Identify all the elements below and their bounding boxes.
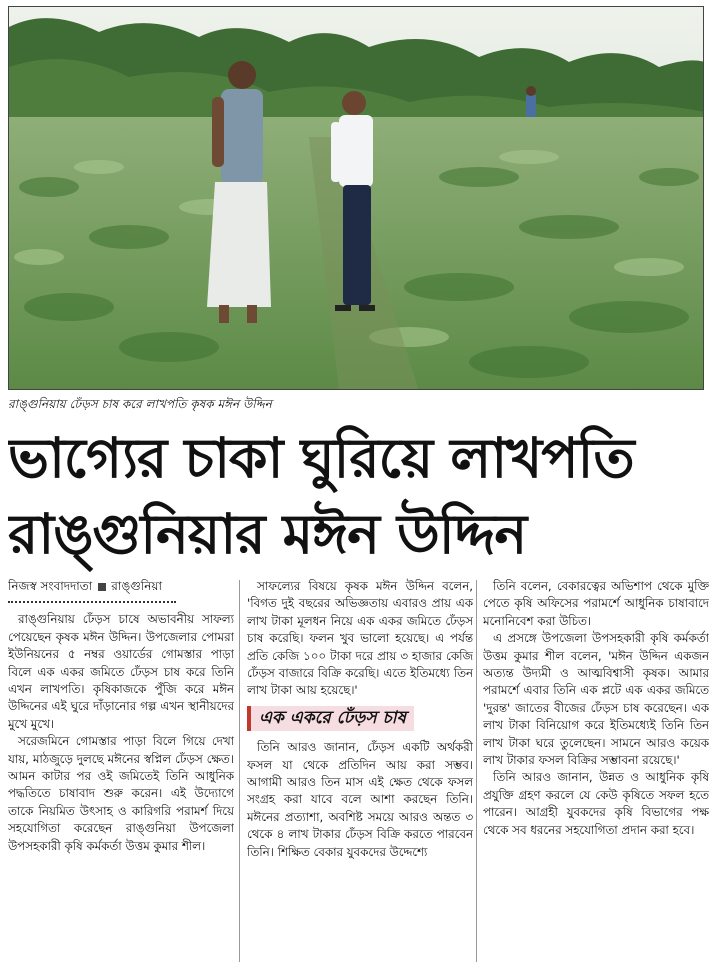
article-paragraph: তিনি আরও জানান, উন্নত ও আধুনিক কৃষি প্রযুক্তি গ্রহণ করলে যে কেউ কৃষিতে সফল হতে পারেন। আগ্রহী যুবকদের কৃষি বিভাগের পক্ষ থেকে সব ধরনের সহযোগিতা প্রদান করা হবে। [483,770,709,837]
article-paragraph: তিনি আরও জানান, ঢেঁড়স একটি অর্থকরী ফসল যা থেকে প্রতিদিন আয় করা সম্ভব। আগামী আরও তিন মাস এই ক্ষেত থেকে ফসল সংগ্রহ করা যাবে বলে আশা করছেন তিনি। মঈনের প্রত্যাশা, অবশিষ্ট সময়ে আরও অন্তত ৩ থেকে ৪ লাখ টাকার ঢেঁড়স বিক্রি করতে পারবেন তিনি। শিক্ষিত বেকার যুবকদের উদ্দেশ্যে [247,740,473,859]
field-photo-illustration [9,7,704,390]
article-paragraph: সাফল্যের বিষয়ে কৃষক মঈন উদ্দিন বলেন, 'বিগত দুই বছরের অভিজ্ঞতায় এবারও প্রায় এক লাখ টাকা মূলধন নিয়ে এক একর জমিতে ঢেঁড়স চাষ করেছি। ফলন খুব ভালো হয়েছে। এ পর্যন্ত প্রতি কেজি ১০০ টাকা দরে প্রায় ৩ হাজার কেজি ঢেঁড়স বাজারে বিক্রি করেছি। এতে ইতিমধ্যে তিন লাখ টাকা আয় হয়েছে।' [247,579,473,698]
byline-place: রাঙ্গুনিয়া [111,579,162,593]
article-paragraph: এ প্রসঙ্গে উপজেলা উপসহকারী কৃষি কর্মকর্তা উত্তম কুমার শীল বলেন, 'মঈন উদ্দিন একজন অত্যন্ত উদ্যমী ও আত্মবিশ্বাসী কৃষক। আমার পরামর্শে এবার তিনি এক প্লটে এক একর জমিতে 'দুরন্ত' জাতের বীজের ঢেঁড়স চাষ করেছেন। এক লাখ টাকা বিনিয়োগ করে ইতিমধ্যেই তিনি তিন লাখ টাকা ঘরে তুলেছেন। সামনে আরও কয়েক লাখ টাকার ফসল বিক্রির সম্ভাবনা রয়েছে।' [483,631,709,768]
subheading: এক একরে ঢেঁড়স চাষ [247,706,414,731]
headline-line-2: রাঙ্গুনিয়ার মঈন উদ্দিন [8,502,527,566]
column-divider [239,580,240,962]
news-photo [8,6,704,390]
article-paragraph: তিনি বলেন, বেকারত্বের অভিশাপ থেকে মুক্তি পেতে কৃষি অফিসের পরামর্শে আধুনিক চাষাবাদে মনোনিবেশ করা উচিত। [483,579,709,628]
article-paragraph: সরেজমিনে গোমস্তার পাড়া বিলে গিয়ে দেখা যায়, মাঠজুড়ে দুলছে মঈনের স্বপ্নিল ঢেঁড়স ক্ষেত। আমন কাটার পর ওই জমিতেই তিনি আধুনিক পদ্ধতিতে চাষাবাদ শুরু করেন। এই উদ্যোগে তাকে নিয়মিত উৎসাহ ও কারিগরি পরামর্শ দিয়ে সহযোগিতা করেছেন রাঙ্গুনিয়া উপজেলা উপসহকারী কৃষি কর্মকর্তা উত্তম কুমার শীল। [8,734,234,853]
square-bullet-icon [98,583,106,591]
article-paragraph: রাঙ্গুনিয়ায় ঢেঁড়স চাষে অভাবনীয় সাফল্য পেয়েছেন কৃষক মঈন উদ্দিন। উপজেলার পোমরা ইউনিয়নের ৫ নম্বর ওয়ার্ডের গোমস্তার পাড়া বিলে এক একর জমিতে ঢেঁড়স চাষ করে তিনি এখন লাখপতি। কৃষিকাজকে পুঁজি করে মঈন উদ্দিনের এই ঘুরে দাঁড়ানোর গল্প এখন স্থানীয়দের মুখে মুখে। [8,612,234,731]
headline [8,420,708,572]
photo-caption: রাঙ্গুনিয়ায় ঢেঁড়স চাষ করে লাখপতি কৃষক মঈন উদ্দিন [8,397,272,411]
article-column-3 [483,578,709,966]
byline [8,578,234,595]
column-divider [476,580,477,962]
article-column-1 [8,578,234,966]
byline-dotted-rule [8,597,176,603]
article-column-2 [247,578,473,966]
headline-line-1: ভাগ্যের চাকা ঘুরিয়ে লাখপতি [8,426,634,490]
farmer-figure [207,61,271,323]
byline-reporter: নিজস্ব সংবাদদাতা [8,579,93,593]
